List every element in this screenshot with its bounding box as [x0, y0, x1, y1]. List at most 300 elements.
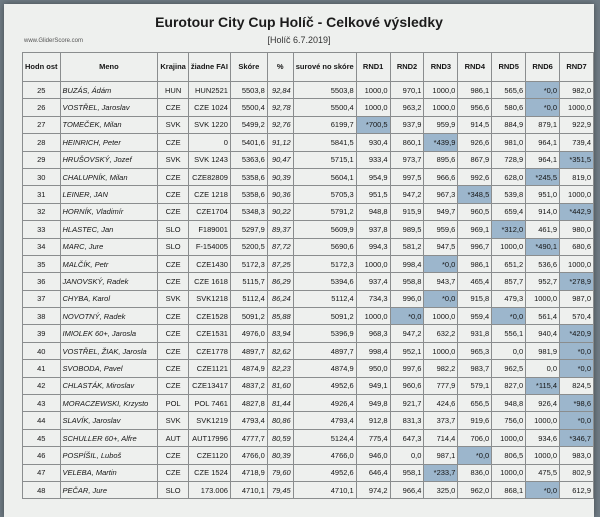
rnd6-cell: *0,0	[526, 481, 560, 498]
rnd2-cell: 997,6	[390, 360, 424, 377]
score-cell: 5200,5	[230, 238, 267, 255]
rnd2-cell: 970,1	[390, 82, 424, 99]
fai-cell: CZE1430	[188, 255, 230, 272]
table-row	[23, 342, 594, 359]
score-cell: 5297,9	[230, 221, 267, 238]
rnd4-cell: 983,7	[458, 360, 492, 377]
rnd4-cell: 965,3	[458, 342, 492, 359]
rnd1-cell: 998,4	[356, 342, 390, 359]
results-sheet	[4, 4, 594, 517]
rank-cell: 39	[23, 325, 61, 342]
rnd7-cell: 922,9	[560, 116, 594, 133]
rank-cell: 26	[23, 99, 61, 116]
rnd2-cell: 963,2	[390, 99, 424, 116]
header-score: Skóre	[230, 53, 267, 82]
table-row	[23, 308, 594, 325]
rnd4-cell: 706,0	[458, 429, 492, 446]
rnd4-cell: 919,6	[458, 412, 492, 429]
page-title: Eurotour City Cup Holíč - Celkové výsledky	[155, 14, 443, 30]
name-cell: LEINER, JAN	[60, 186, 158, 203]
rnd4-cell: 969,1	[458, 221, 492, 238]
score-cell: 5499,2	[230, 116, 267, 133]
rnd2-cell: 966,4	[390, 481, 424, 498]
score-cell: 5172,3	[230, 255, 267, 272]
rnd5-cell: 1000,0	[492, 238, 526, 255]
raw-score-cell: 4874,9	[293, 360, 356, 377]
fai-cell: CZE1704	[188, 203, 230, 220]
rnd2-cell: 860,1	[390, 134, 424, 151]
score-cell: 4766,0	[230, 447, 267, 464]
rnd4-cell: *348,5	[458, 186, 492, 203]
header-rank: Hodn ost	[23, 53, 61, 82]
rank-cell: 46	[23, 447, 61, 464]
rnd7-cell: 983,0	[560, 447, 594, 464]
rank-cell: 38	[23, 308, 61, 325]
percent-cell: 81,60	[267, 377, 293, 394]
site-watermark: www.GliderScore.com	[24, 38, 84, 44]
rnd7-cell: 819,0	[560, 168, 594, 185]
rnd3-cell: 966,6	[424, 168, 458, 185]
name-cell: IMIOLEK 60+, Jarosla	[60, 325, 158, 342]
rnd7-cell: *0,0	[560, 342, 594, 359]
score-cell: 4793,4	[230, 412, 267, 429]
rnd7-cell: *278,9	[560, 273, 594, 290]
rnd2-cell: 831,3	[390, 412, 424, 429]
name-cell: JANOVSKÝ, Radek	[60, 273, 158, 290]
percent-cell: 90,39	[267, 168, 293, 185]
results-table	[22, 52, 594, 499]
percent-cell: 85,88	[267, 308, 293, 325]
raw-score-cell: 5172,3	[293, 255, 356, 272]
percent-cell: 83,94	[267, 325, 293, 342]
rnd2-cell: 581,2	[390, 238, 424, 255]
table-row	[23, 151, 594, 168]
table-body	[23, 82, 594, 499]
table-row	[23, 273, 594, 290]
rnd7-cell: *0,0	[560, 360, 594, 377]
rnd5-cell: 580,6	[492, 99, 526, 116]
fai-cell: CZE82809	[188, 168, 230, 185]
rnd6-cell: 964,1	[526, 134, 560, 151]
rnd7-cell: *420,9	[560, 325, 594, 342]
rnd3-cell: 714,4	[424, 429, 458, 446]
rnd6-cell: 964,1	[526, 151, 560, 168]
raw-score-cell: 5394,6	[293, 273, 356, 290]
raw-score-cell: 4926,4	[293, 395, 356, 412]
fai-cell: CZE 1024	[188, 99, 230, 116]
country-cell: CZE	[158, 308, 188, 325]
rnd4-cell: 465,4	[458, 273, 492, 290]
table-row	[23, 360, 594, 377]
rank-cell: 43	[23, 395, 61, 412]
header-rnd3: RND3	[424, 53, 458, 82]
raw-score-cell: 4952,6	[293, 464, 356, 481]
rnd1-cell: 949,8	[356, 395, 390, 412]
rank-cell: 30	[23, 168, 61, 185]
table-row	[23, 116, 594, 133]
rnd4-cell: 931,8	[458, 325, 492, 342]
rnd3-cell: 1000,0	[424, 342, 458, 359]
raw-score-cell: 5604,1	[293, 168, 356, 185]
rank-cell: 48	[23, 481, 61, 498]
rnd5-cell: 884,9	[492, 116, 526, 133]
rnd1-cell: 954,9	[356, 168, 390, 185]
rnd1-cell: 775,4	[356, 429, 390, 446]
header-rnd2: RND2	[390, 53, 424, 82]
name-cell: MALČÍK, Petr	[60, 255, 158, 272]
rnd1-cell: 948,8	[356, 203, 390, 220]
percent-cell: 92,76	[267, 116, 293, 133]
rnd7-cell: 739,4	[560, 134, 594, 151]
rnd7-cell: 824,5	[560, 377, 594, 394]
rnd3-cell: *233,7	[424, 464, 458, 481]
name-cell: MORACZEWSKI, Krzysto	[60, 395, 158, 412]
rnd6-cell: 1000,0	[526, 447, 560, 464]
percent-cell: 79,45	[267, 481, 293, 498]
country-cell: SLO	[158, 221, 188, 238]
percent-cell: 80,39	[267, 447, 293, 464]
raw-score-cell: 5791,2	[293, 203, 356, 220]
rnd5-cell: 479,3	[492, 290, 526, 307]
score-cell: 4827,8	[230, 395, 267, 412]
table-row	[23, 395, 594, 412]
rnd3-cell: 632,2	[424, 325, 458, 342]
fai-cell: SVK1219	[188, 412, 230, 429]
name-cell: VOSTŘEL, ŽIAK, Jarosla	[60, 342, 158, 359]
percent-cell: 80,59	[267, 429, 293, 446]
header-raw-score: surové no skóre	[293, 53, 356, 82]
rnd4-cell: 960,5	[458, 203, 492, 220]
rnd3-cell: 959,9	[424, 116, 458, 133]
rnd6-cell: 1000,0	[526, 412, 560, 429]
rank-cell: 25	[23, 82, 61, 99]
table-row	[23, 168, 594, 185]
rnd2-cell: 952,1	[390, 342, 424, 359]
name-cell: HEINRICH, Peter	[60, 134, 158, 151]
rnd6-cell: 461,9	[526, 221, 560, 238]
country-cell: CZE	[158, 99, 188, 116]
rnd6-cell: 926,4	[526, 395, 560, 412]
percent-cell: 92,78	[267, 99, 293, 116]
score-cell: 4777,7	[230, 429, 267, 446]
percent-cell: 87,25	[267, 255, 293, 272]
rnd1-cell: 949,1	[356, 377, 390, 394]
country-cell: CZE	[158, 168, 188, 185]
name-cell: VELEBA, Martin	[60, 464, 158, 481]
percent-cell: 79,60	[267, 464, 293, 481]
rnd7-cell: *442,9	[560, 203, 594, 220]
country-cell: CZE	[158, 255, 188, 272]
table-row	[23, 99, 594, 116]
rnd5-cell: *312,0	[492, 221, 526, 238]
rnd4-cell: 656,5	[458, 395, 492, 412]
rnd6-cell: 879,1	[526, 116, 560, 133]
header-fai: žiadne FAI	[188, 53, 230, 82]
rnd7-cell: 802,9	[560, 464, 594, 481]
rnd5-cell: *0,0	[492, 308, 526, 325]
percent-cell: 82,62	[267, 342, 293, 359]
raw-score-cell: 5124,4	[293, 429, 356, 446]
fai-cell: CZE1778	[188, 342, 230, 359]
name-cell: VOSTŘEL, Jaroslav	[60, 99, 158, 116]
rnd6-cell: *0,0	[526, 99, 560, 116]
rnd1-cell: 937,4	[356, 273, 390, 290]
rank-cell: 33	[23, 221, 61, 238]
rnd2-cell: 647,3	[390, 429, 424, 446]
rnd1-cell: 1000,0	[356, 255, 390, 272]
rnd4-cell: 959,4	[458, 308, 492, 325]
country-cell: SVK	[158, 151, 188, 168]
rnd3-cell: 325,0	[424, 481, 458, 498]
rnd7-cell: 680,6	[560, 238, 594, 255]
rnd4-cell: 914,5	[458, 116, 492, 133]
rnd2-cell: *0,0	[390, 308, 424, 325]
rnd4-cell: 962,0	[458, 481, 492, 498]
rnd2-cell: 973,7	[390, 151, 424, 168]
rnd5-cell: 962,5	[492, 360, 526, 377]
name-cell: SVOBODA, Pavel	[60, 360, 158, 377]
table-row	[23, 82, 594, 99]
rank-cell: 34	[23, 238, 61, 255]
percent-cell: 91,12	[267, 134, 293, 151]
name-cell: TOMEČEK, Milan	[60, 116, 158, 133]
header-rnd5: RND5	[492, 53, 526, 82]
table-row	[23, 290, 594, 307]
rnd5-cell: 556,1	[492, 325, 526, 342]
raw-score-cell: 4766,0	[293, 447, 356, 464]
name-cell: HLASTEC, Jan	[60, 221, 158, 238]
score-cell: 5115,7	[230, 273, 267, 290]
table-row	[23, 481, 594, 498]
percent-cell: 86,29	[267, 273, 293, 290]
raw-score-cell: 5112,4	[293, 290, 356, 307]
percent-cell: 82,23	[267, 360, 293, 377]
rnd6-cell: 1000,0	[526, 290, 560, 307]
header-rnd1: RND1	[356, 53, 390, 82]
rank-cell: 32	[23, 203, 61, 220]
rnd2-cell: 958,8	[390, 273, 424, 290]
fai-cell: CZE1531	[188, 325, 230, 342]
rnd2-cell: 0,0	[390, 447, 424, 464]
percent-cell: 80,86	[267, 412, 293, 429]
rnd2-cell: 989,5	[390, 221, 424, 238]
rnd6-cell: 951,0	[526, 186, 560, 203]
rnd2-cell: 996,0	[390, 290, 424, 307]
rnd3-cell: 373,7	[424, 412, 458, 429]
rnd4-cell: 956,6	[458, 99, 492, 116]
rnd4-cell: 915,8	[458, 290, 492, 307]
rank-cell: 41	[23, 360, 61, 377]
rnd1-cell: 974,2	[356, 481, 390, 498]
raw-score-cell: 5841,5	[293, 134, 356, 151]
rnd1-cell: 1000,0	[356, 82, 390, 99]
rank-cell: 36	[23, 273, 61, 290]
rnd1-cell: 734,3	[356, 290, 390, 307]
rnd2-cell: 937,9	[390, 116, 424, 133]
country-cell: SLO	[158, 238, 188, 255]
name-cell: PEČAR, Jure	[60, 481, 158, 498]
raw-score-cell: 6199,7	[293, 116, 356, 133]
country-cell: CZE	[158, 360, 188, 377]
score-cell: 5363,6	[230, 151, 267, 168]
rnd3-cell: *439,9	[424, 134, 458, 151]
name-cell: CHALUPNÍK, Milan	[60, 168, 158, 185]
score-cell: 5091,2	[230, 308, 267, 325]
rnd1-cell: 1000,0	[356, 308, 390, 325]
rnd2-cell: 997,5	[390, 168, 424, 185]
rnd1-cell: 951,5	[356, 186, 390, 203]
rank-cell: 42	[23, 377, 61, 394]
rnd5-cell: 981,0	[492, 134, 526, 151]
score-cell: 5401,6	[230, 134, 267, 151]
rank-cell: 47	[23, 464, 61, 481]
rnd1-cell: 937,8	[356, 221, 390, 238]
name-cell: MARC, Jure	[60, 238, 158, 255]
raw-score-cell: 4897,7	[293, 342, 356, 359]
fai-cell: CZE13417	[188, 377, 230, 394]
score-cell: 4837,2	[230, 377, 267, 394]
fai-cell: AUT17996	[188, 429, 230, 446]
rnd3-cell: 982,2	[424, 360, 458, 377]
rnd5-cell: 1000,0	[492, 429, 526, 446]
header-rnd4: RND4	[458, 53, 492, 82]
table-row	[23, 429, 594, 446]
rnd1-cell: 946,0	[356, 447, 390, 464]
rnd6-cell: 952,7	[526, 273, 560, 290]
country-cell: CZE	[158, 342, 188, 359]
country-cell: CZE	[158, 377, 188, 394]
name-cell: SCHULLER 60+, Alfre	[60, 429, 158, 446]
rnd5-cell: 651,2	[492, 255, 526, 272]
rnd5-cell: 827,0	[492, 377, 526, 394]
rnd7-cell: 1000,0	[560, 255, 594, 272]
rnd7-cell: *346,7	[560, 429, 594, 446]
rnd6-cell: 981,9	[526, 342, 560, 359]
rnd6-cell: 934,6	[526, 429, 560, 446]
percent-cell: 86,24	[267, 290, 293, 307]
rnd7-cell: 612,9	[560, 481, 594, 498]
score-cell: 4718,9	[230, 464, 267, 481]
rnd3-cell: 987,1	[424, 447, 458, 464]
name-cell: SLAVÍK, Jaroslav	[60, 412, 158, 429]
rnd2-cell: 921,7	[390, 395, 424, 412]
rnd2-cell: 960,6	[390, 377, 424, 394]
rnd3-cell: *0,0	[424, 255, 458, 272]
fai-cell: POL 7461	[188, 395, 230, 412]
rnd4-cell: 579,1	[458, 377, 492, 394]
rnd5-cell: 857,7	[492, 273, 526, 290]
rnd7-cell: 1000,0	[560, 99, 594, 116]
raw-score-cell: 4952,6	[293, 377, 356, 394]
rnd6-cell: *115,4	[526, 377, 560, 394]
country-cell: CZE	[158, 464, 188, 481]
percent-cell: 89,37	[267, 221, 293, 238]
percent-cell: 90,22	[267, 203, 293, 220]
rank-cell: 45	[23, 429, 61, 446]
rnd1-cell: 950,0	[356, 360, 390, 377]
rnd7-cell: 987,0	[560, 290, 594, 307]
rnd6-cell: 475,5	[526, 464, 560, 481]
country-cell: SLO	[158, 481, 188, 498]
fai-cell: SVK 1243	[188, 151, 230, 168]
name-cell: HORNÍK, Vladimír	[60, 203, 158, 220]
fai-cell: 173.006	[188, 481, 230, 498]
rnd1-cell: 646,4	[356, 464, 390, 481]
table-row	[23, 255, 594, 272]
rank-cell: 44	[23, 412, 61, 429]
country-cell: CZE	[158, 186, 188, 203]
name-cell: CHYBA, Karol	[60, 290, 158, 307]
rnd4-cell: 986,1	[458, 255, 492, 272]
raw-score-cell: 4793,4	[293, 412, 356, 429]
rnd7-cell: *98,6	[560, 395, 594, 412]
score-cell: 4710,1	[230, 481, 267, 498]
fai-cell: CZE1120	[188, 447, 230, 464]
raw-score-cell: 5715,1	[293, 151, 356, 168]
table-row	[23, 238, 594, 255]
country-cell: CZE	[158, 447, 188, 464]
score-cell: 5358,6	[230, 168, 267, 185]
rnd6-cell: 536,6	[526, 255, 560, 272]
fai-cell: CZE1528	[188, 308, 230, 325]
rnd5-cell: 728,9	[492, 151, 526, 168]
raw-score-cell: 5503,8	[293, 82, 356, 99]
rnd6-cell: *245,5	[526, 168, 560, 185]
table-row	[23, 203, 594, 220]
rnd6-cell: *490,1	[526, 238, 560, 255]
rnd5-cell: 1000,0	[492, 464, 526, 481]
rnd3-cell: 949,7	[424, 203, 458, 220]
rnd4-cell: 986,1	[458, 82, 492, 99]
rnd1-cell: 968,3	[356, 325, 390, 342]
rnd7-cell: *351,5	[560, 151, 594, 168]
percent-cell: 81,44	[267, 395, 293, 412]
rnd3-cell: 1000,0	[424, 308, 458, 325]
rnd2-cell: 915,9	[390, 203, 424, 220]
fai-cell: F189001	[188, 221, 230, 238]
rnd3-cell: 895,6	[424, 151, 458, 168]
table-row	[23, 412, 594, 429]
country-cell: CZE	[158, 134, 188, 151]
fai-cell: CZE 1618	[188, 273, 230, 290]
rnd3-cell: 943,7	[424, 273, 458, 290]
rnd7-cell: *0,0	[560, 412, 594, 429]
rnd7-cell: 1000,0	[560, 186, 594, 203]
rnd2-cell: 947,2	[390, 325, 424, 342]
rnd1-cell: 930,4	[356, 134, 390, 151]
rnd7-cell: 980,0	[560, 221, 594, 238]
rnd5-cell: 868,1	[492, 481, 526, 498]
rank-cell: 29	[23, 151, 61, 168]
rnd3-cell: 959,6	[424, 221, 458, 238]
rnd6-cell: 940,4	[526, 325, 560, 342]
rnd4-cell: 926,6	[458, 134, 492, 151]
header-rnd7: RND7	[560, 53, 594, 82]
page-subtitle: [Holíč 6.7.2019]	[267, 35, 331, 45]
fai-cell: CZE1121	[188, 360, 230, 377]
fai-cell: F-154005	[188, 238, 230, 255]
rnd6-cell: 561,4	[526, 308, 560, 325]
rnd5-cell: 756,0	[492, 412, 526, 429]
percent-cell: 90,36	[267, 186, 293, 203]
country-cell: SVK	[158, 412, 188, 429]
rnd7-cell: 570,4	[560, 308, 594, 325]
country-cell: SVK	[158, 290, 188, 307]
score-cell: 5503,8	[230, 82, 267, 99]
rnd5-cell: 948,8	[492, 395, 526, 412]
rnd5-cell: 0,0	[492, 342, 526, 359]
name-cell: NOVOTNÝ, Radek	[60, 308, 158, 325]
